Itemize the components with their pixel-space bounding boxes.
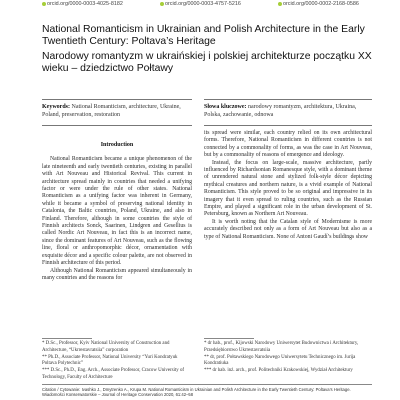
paragraph: It is worth noting that the Catalan style of Modernisme is more accurately described not only as a form of Art Nouveau but also as a type of National Romanticism. None of Antoni Gaudí’s buildings show [204, 218, 372, 240]
orcid-icon [278, 2, 282, 6]
paragraph: Although National Romanticism appeared simultaneously in many countries and the reasons for [42, 267, 192, 281]
orcid-icon [42, 2, 46, 6]
footnote: ** Ph.D., Associate Professor, National University “Yuri Kondratyuk Poltava Polytechnic” [42, 354, 178, 367]
body-column-left [42, 142, 192, 282]
orcid-icon [160, 2, 164, 6]
divider [204, 125, 372, 126]
keywords-polish [204, 103, 372, 119]
keywords-text: National Romanticism, architecture, Ukraine, Poland, preservation, restoration [42, 104, 181, 118]
keywords-label: Keywords: [42, 104, 70, 110]
footnote-rule [42, 338, 92, 339]
orcid-link-2[interactable]: orcid.org/0000-0003-4757-5216 [160, 1, 241, 7]
footnote: * D.Sc., Professor, Kyiv National University of Construction and Architecture, “Ukrrestavratsiia” corporation [42, 341, 170, 353]
body-column-right [204, 130, 372, 241]
keywords-label: Słowa kluczowe: [204, 104, 247, 110]
paragraph: National Romanticism became a unique phenomenon of the late nineteenth and early twentieth centuries, existing in parallel with Art Nouveau and Historical Revival. This current in architecture spread mainly in countries that needed a unifying factor or were under the rule of other states. National Romanticism as a unifying factor was inherent in Germany, while it became a symbol of preserving national identity in Catalonia, the Baltic countries, Poland, Ukraine, and also in Finland. Therefore, although in some countries the style of Finnish architects Sonck, Saarinen, Lindgren and Gesellius is called Nordic Art Nouveau, in fact this is an incorrect name, since the dominant features of Art Nouveau, such as the flowing line, floral or anthropomorphic décor, ornamentation with exquisite décor and a specific colour palette, are not observed in Finnish architecture of this period. [42, 156, 192, 267]
divider [42, 384, 372, 385]
footnote: ** dr, prof. Połtawskiego Narodowego Uniwersytetu Technicznego im. Jurija Kondratiuka [204, 354, 356, 367]
footnote-rule [204, 338, 254, 339]
orcid-link-1[interactable]: orcid.org/0000-0003-4025-8182 [42, 1, 123, 7]
title-english: National Romanticism in Ukrainian and Polish Architecture in the Early Twentieth Century: Poltava’s Heritage [42, 24, 365, 48]
divider [42, 125, 192, 126]
paragraph: Instead, the focus on large-scale, massive architecture, partly influenced by Richardsonian Romanesque style, with a dominant theme of unrendered natural stone and stylized folk-style décor depicting mythical creatures and northern nature, is a vivid example of National Romanticism. This style proved to be so original and impressive in its imagery that it even spread to ruling countries, such as the Russian Empire, and played a significant role in the urban development of St. Petersburg, known as Northern Art Nouveau. [204, 159, 372, 218]
section-heading: Introduction [100, 142, 134, 148]
keywords-text: narodowy romantyzm, architektura, Ukraina, Polska, zachowanie, odnowa [204, 104, 357, 118]
title-polish: Narodowy romantyzm w ukraińskiej i polskiej architekturze początku XX wieku – dziedzictwo Połtawy [42, 51, 372, 75]
footnote: *** D.Sc., Ph.D., Eng. Arch., Associate Professor, Cracow University of Technology, Faculty of Architecture [42, 368, 185, 380]
footnotes-polish [204, 341, 372, 375]
divider [42, 99, 192, 100]
orcid-link-3[interactable]: orcid.org/0000-0002-2168-0586 [278, 1, 359, 7]
divider [204, 99, 372, 100]
footnote: *** dr hab. inż. arch., prof. Politechniki Krakowskiej, Wydział Architektury [204, 368, 353, 374]
footnote: * dr hab., prof., Kijowski Narodowy Uniwersytet Budownictwa i Architektury, Przedsiębiorstwo Ukrrestavratsiia [204, 341, 359, 353]
paragraph: its spread were similar, each country relied on its own architectural forms. Therefore, National Romanticism in different countries is not connected by a commonality of forms, as was the case in Art Nouveau, but by a commonality of reasons of emergence and ideology. [204, 130, 372, 159]
footnotes-english [42, 341, 192, 382]
citation: Citation / Cytowanie: Ivashko J., Dmytrenko A., Krupa M. National Romanticism in Ukrainian and Polish Architecture in the Early Twentieth Century: Poltava’s Heritage. Wiadomości Konserwatorskie – Journal of Heritage Conservation 2020, 61:42–58 [42, 387, 351, 398]
keywords-english [42, 103, 192, 119]
